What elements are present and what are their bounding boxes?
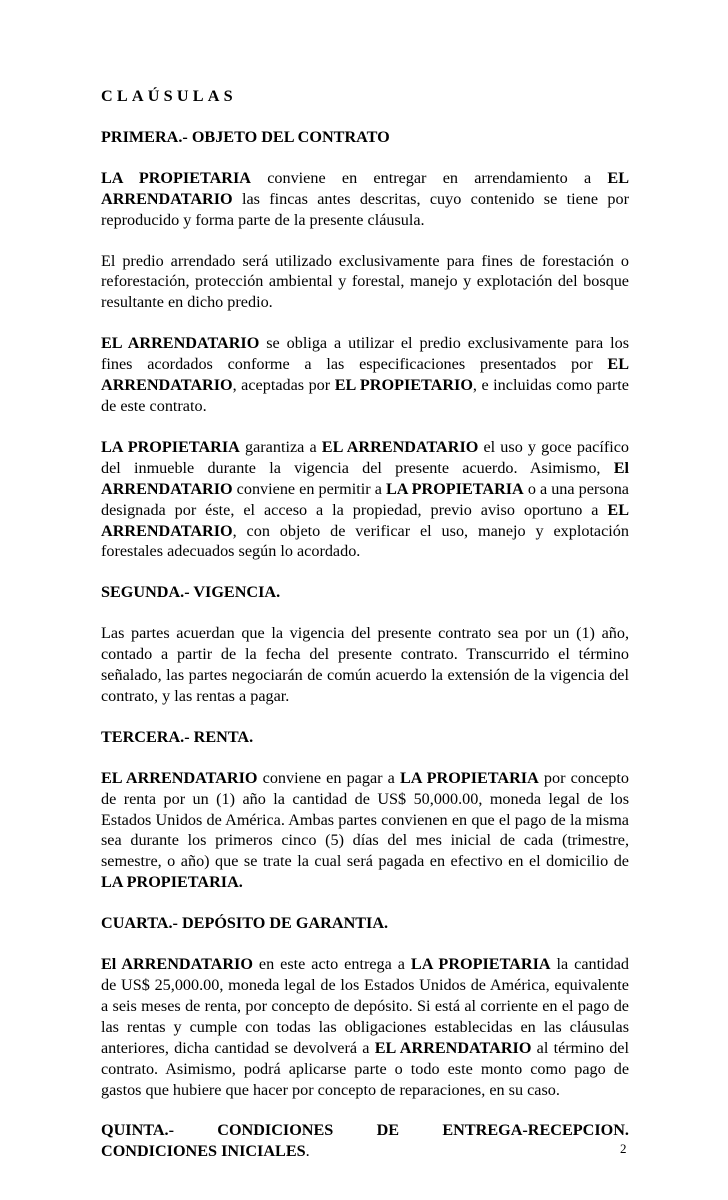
document-page [101, 86, 629, 1162]
clause-title-quinta-line-1 [101, 1120, 629, 1141]
page-number: 2 [620, 1141, 627, 1156]
clause-title-segunda: SEGUNDA.- VIGENCIA. [101, 583, 281, 602]
clause-segunda-paragraph-1: Las partes acuerdan que la vigencia del presente contrato sea por un (1) año, contado a partir de la fecha del presente contrato. Transcurrido el término señalado, las partes negociarán de común acuerdo la extensión de la vigencia del contrato, y las rentas a pagar. [101, 624, 629, 705]
clause-title-quinta-line-2: CONDICIONES INICIALES. [101, 1142, 310, 1161]
clause-cuarta-paragraph-1: El ARRENDATARIO en este acto entrega a LA PROPIETARIA la cantidad de US$ 25,000.00, moneda legal de los Estados Unidos de América, equivalente a seis meses de renta, por concepto de depósito. Si está al corriente en el pago de las rentas y cumple con todas las obligaciones establecidas en las cláusulas anteriores, dicha cantidad se devolverá a EL ARRENDATARIO al término del contrato. Asimismo, podrá aplicarse parte o todo este monto como pago de gastos que hubiere que hacer por concepto de reparaciones, en su caso. [101, 955, 629, 1099]
title-word: DE [376, 1121, 400, 1140]
clause-primera-paragraph-1: LA PROPIETARIA conviene en entregar en arrendamiento a EL ARRENDATARIO las fincas antes descritas, cuyo contenido se tiene por reproducido y forma parte de la presente cláusula. [101, 168, 629, 229]
clause-tercera-paragraph-1: EL ARRENDATARIO conviene en pagar a LA PROPIETARIA por concepto de renta por un (1) año la cantidad de US$ 50,000.00, moneda legal de los Estados Unidos de América. Ambas partes convienen en que el pago de la misma sea durante los primeros cinco (5) días del mes inicial de cada (trimestre, semestre, o año) que se trate la cual será pagada en efectivo en el domicilio de LA PROPIETARIA. [101, 768, 629, 892]
clause-title-primera: PRIMERA.- OBJETO DEL CONTRATO [101, 127, 390, 146]
document-heading: CLAÚSULAS [101, 87, 237, 105]
clause-primera-paragraph-4: LA PROPIETARIA garantiza a EL ARRENDATARIO el uso y goce pacífico del inmueble durante la vigencia del presente acuerdo. Asimismo, El ARRENDATARIO conviene en permitir a LA PROPIETARIA o a una persona designada por éste, el acceso a la propiedad, previo aviso oportuno a EL ARRENDATARIO, con objeto de verificar el uso, manejo y explotación forestales adecuados según lo acordado. [101, 437, 629, 561]
clause-title-tercera: TERCERA.- RENTA. [101, 727, 254, 746]
clause-title-cuarta: CUARTA.- DEPÓSITO DE GARANTIA. [101, 914, 389, 933]
clause-primera-paragraph-3: EL ARRENDATARIO se obliga a utilizar el predio exclusivamente para los fines acordados conforme a las especificaciones presentados por EL ARRENDATARIO, aceptadas por EL PROPIETARIO, e incluidas como parte de este contrato. [101, 334, 629, 415]
title-word: CONDICIONES [217, 1121, 334, 1140]
clause-primera-paragraph-2: El predio arrendado será utilizado exclusivamente para fines de forestación o reforestación, protección ambiental y forestal, manejo y explotación del bosque resultante en dicho predio. [101, 251, 629, 312]
title-word: QUINTA.- [101, 1121, 174, 1140]
clause-title-quinta [101, 1120, 629, 1162]
title-word: ENTREGA-RECEPCION. [442, 1121, 629, 1140]
